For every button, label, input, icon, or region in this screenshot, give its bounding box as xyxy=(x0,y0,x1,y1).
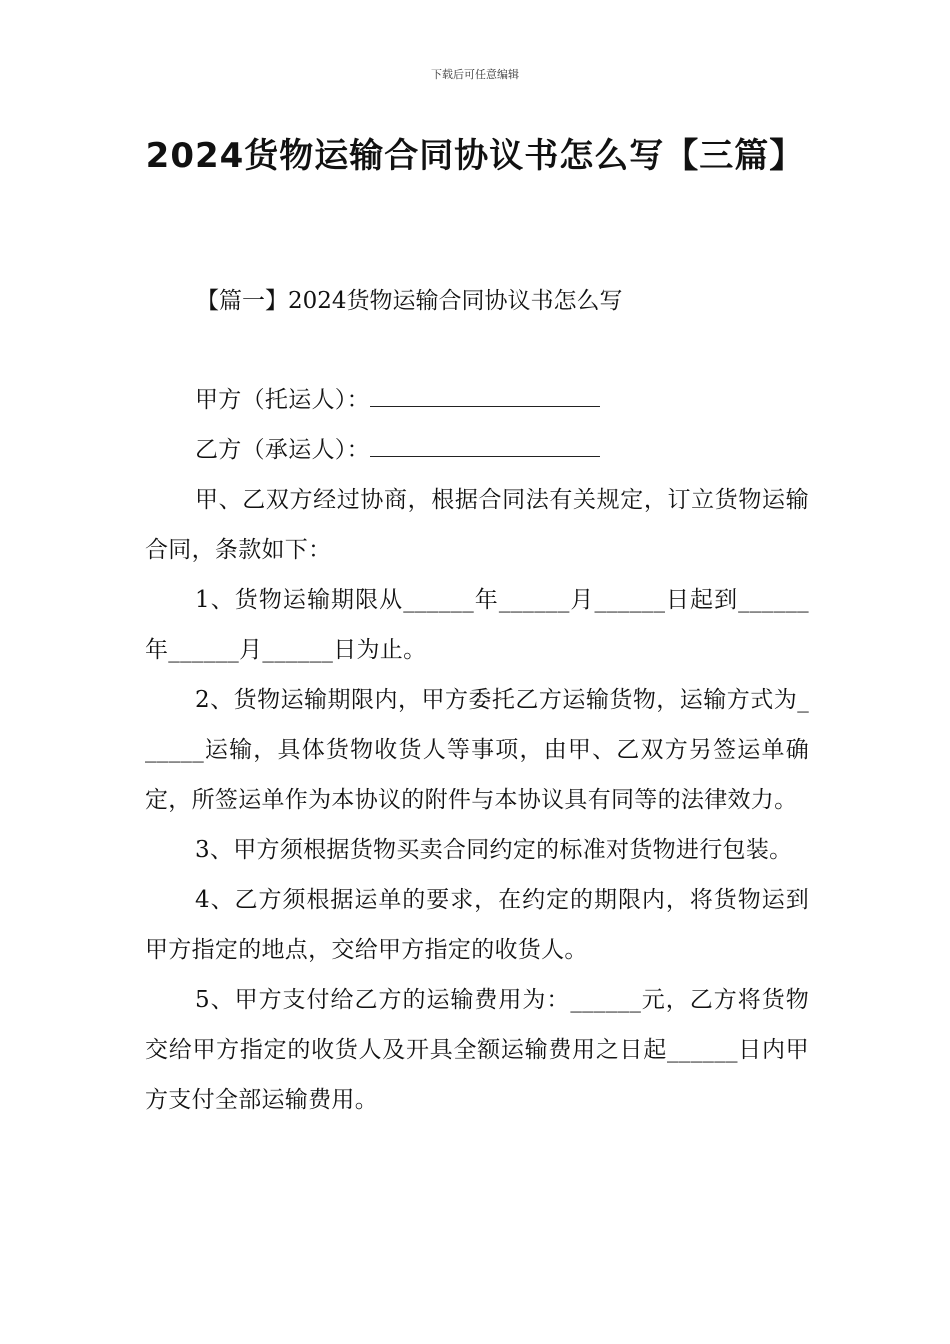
section-heading: 【篇一】2024货物运输合同协议书怎么写 xyxy=(196,288,623,314)
header-note: 下载后可任意编辑 xyxy=(431,68,519,81)
document-title: 2024货物运输合同协议书怎么写【三篇】 xyxy=(145,136,805,176)
party-b-line xyxy=(145,425,809,475)
party-a-blank xyxy=(370,385,600,407)
contract-body xyxy=(145,375,809,1125)
clause-4: 4、乙方须根据运单的要求，在约定的期限内，将货物运到甲方指定的地点，交给甲方指定的收货人。 xyxy=(145,887,809,963)
party-a-line xyxy=(145,375,809,425)
clause-2: 2、货物运输期限内，甲方委托乙方运输货物，运输方式为______运输，具体货物收货人等事项，由甲、乙双方另签运单确定，所签运单作为本协议的附件与本协议具有同等的法律效力。 xyxy=(145,687,809,813)
party-b-label: 乙方（承运人）： xyxy=(195,437,370,463)
clause-1: 1、货物运输期限从______年______月______日起到______年______月______日为止。 xyxy=(145,587,809,663)
party-b-blank xyxy=(370,435,600,457)
clause-5: 5、甲方支付给乙方的运输费用为：______元，乙方将货物交给甲方指定的收货人及开具全额运输费用之日起______日内甲方支付全部运输费用。 xyxy=(145,987,809,1113)
paragraph-intro: 甲、乙双方经过协商，根据合同法有关规定，订立货物运输合同，条款如下： xyxy=(145,487,809,563)
clause-3: 3、甲方须根据货物买卖合同约定的标准对货物进行包装。 xyxy=(195,837,793,863)
party-a-label: 甲方（托运人）： xyxy=(195,387,370,413)
